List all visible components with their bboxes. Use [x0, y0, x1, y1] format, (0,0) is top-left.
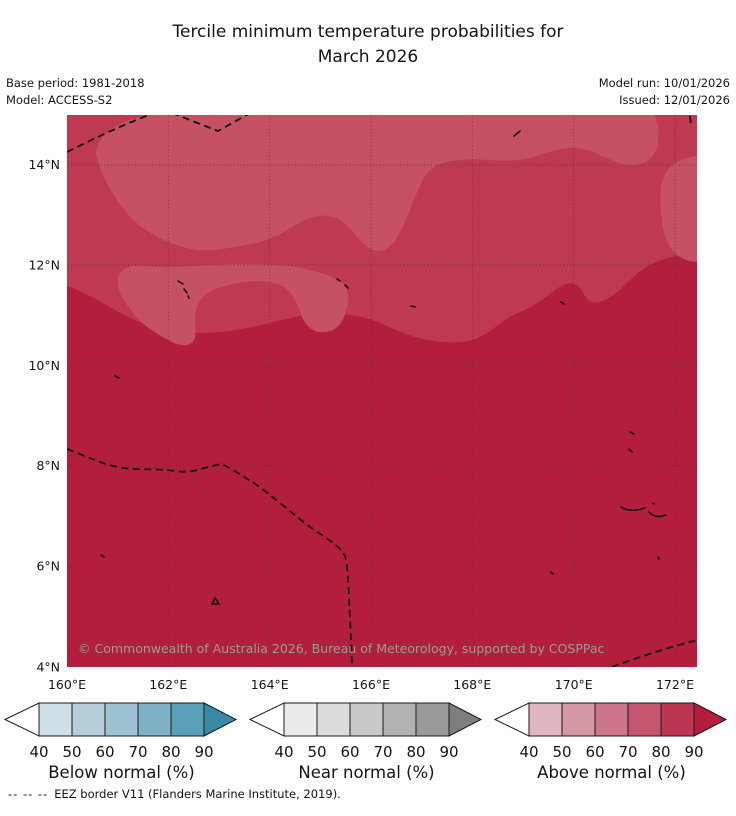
svg-text:70: 70 [618, 743, 638, 761]
svg-text:10°N: 10°N [28, 358, 60, 373]
svg-text:50: 50 [552, 743, 572, 761]
svg-text:164°E: 164°E [250, 677, 289, 692]
legend-row [0, 700, 736, 784]
svg-text:166°E: 166°E [351, 677, 391, 692]
map-area [0, 100, 736, 704]
svg-text:40: 40 [29, 743, 49, 761]
model-text: Model: ACCESS-S2 [6, 93, 113, 107]
svg-text:162°E: 162°E [149, 677, 188, 692]
figure-title [0, 20, 736, 70]
model-run-text: Model run: 10/01/2026 [598, 76, 730, 90]
svg-text:Near normal (%): Near normal (%) [298, 763, 435, 782]
probability-map [0, 100, 736, 700]
svg-text:60: 60 [95, 743, 115, 761]
figure-title-line2: March 2026 [317, 47, 419, 67]
legend-below-normal [0, 700, 245, 784]
svg-text:70: 70 [373, 743, 393, 761]
eez-footnote [8, 787, 341, 801]
svg-text:8°N: 8°N [36, 458, 60, 473]
svg-text:168°E: 168°E [453, 677, 492, 692]
svg-text:50: 50 [307, 743, 327, 761]
legend-near-normal [245, 700, 490, 784]
svg-text:90: 90 [194, 743, 214, 761]
svg-text:160°E: 160°E [47, 677, 87, 692]
svg-text:90: 90 [439, 743, 459, 761]
eez-footnote-text: EEZ border V11 (Flanders Marine Institute, 2019). [54, 787, 341, 801]
svg-text:40: 40 [519, 743, 539, 761]
svg-text:80: 80 [651, 743, 671, 761]
y-axis-tick-labels [28, 157, 60, 675]
svg-text:4°N: 4°N [36, 659, 60, 675]
svg-text:6°N: 6°N [36, 558, 60, 574]
svg-text:172°E: 172°E [655, 677, 695, 692]
svg-text:80: 80 [161, 743, 181, 761]
svg-text:70: 70 [128, 743, 148, 761]
svg-text:80: 80 [406, 743, 426, 761]
copyright-text: © Commonwealth of Australia 2026, Bureau of Meteorology, supported by COSPPac [78, 641, 605, 656]
svg-text:Above normal (%): Above normal (%) [537, 763, 686, 782]
svg-text:170°E: 170°E [554, 677, 593, 692]
legend-above-normal [490, 700, 736, 784]
base-period-text: Base period: 1981-2018 [6, 76, 145, 90]
svg-text:60: 60 [585, 743, 605, 761]
svg-text:14°N: 14°N [28, 157, 60, 172]
svg-text:90: 90 [684, 743, 704, 761]
figure-title-line1: Tercile minimum temperature probabilities for [172, 22, 564, 42]
x-axis-tick-labels [48, 677, 694, 692]
svg-text:12°N: 12°N [28, 257, 60, 273]
issued-text: Issued: 12/01/2026 [619, 93, 730, 107]
svg-text:60: 60 [340, 743, 360, 761]
svg-text:40: 40 [274, 743, 294, 761]
svg-text:50: 50 [62, 743, 82, 761]
svg-text:Below normal (%): Below normal (%) [48, 763, 195, 782]
eez-dash-symbol: -- -- -- [8, 787, 49, 801]
